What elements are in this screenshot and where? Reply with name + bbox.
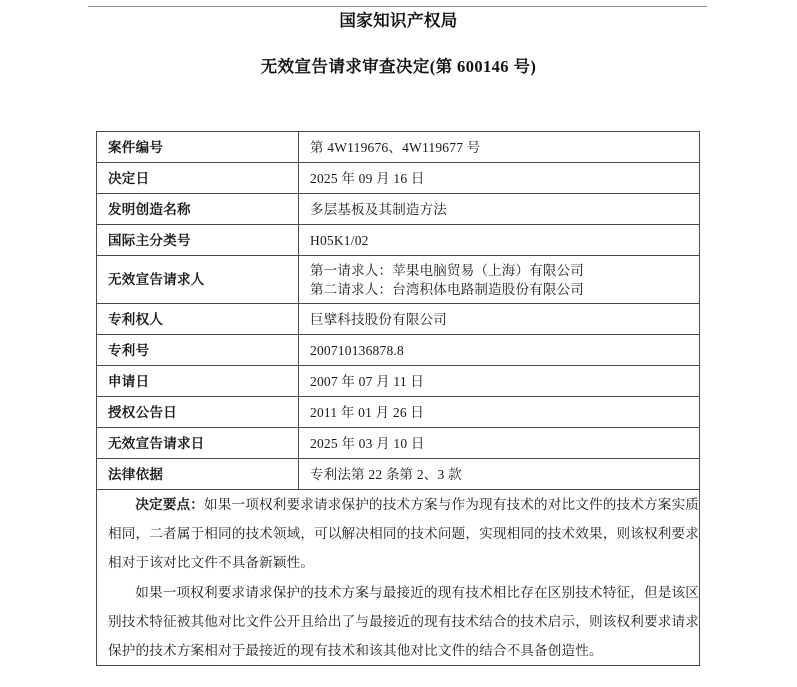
petitioner-first: 第一请求人：苹果电脑贸易（上海）有限公司 — [310, 263, 584, 278]
row-value-petitioners — [299, 256, 700, 304]
table-row — [97, 132, 700, 163]
table-row — [97, 194, 700, 225]
row-label-legal-basis: 法律依据 — [97, 459, 299, 490]
decision-title: 无效宣告请求审查决定(第 600146 号) — [260, 57, 537, 76]
decision-points-paragraph-1 — [108, 490, 699, 577]
row-label-invalidation-request-date: 无效宣告请求日 — [97, 428, 299, 459]
table-row-decision-points — [97, 490, 700, 666]
row-value-case-number: 第 4W119676、4W119677 号 — [299, 132, 700, 163]
row-value-patent-number: 200710136878.8 — [299, 335, 700, 366]
table-row — [97, 256, 700, 304]
decision-points-paragraph-2: 如果一项权利要求请求保护的技术方案与最接近的现有技术相比存在区别技术特征，但是该区别技术特征被其他对比文件公开且给出了与最接近的现有技术结合的技术启示，则该权利要求请求保护的技术方案相对于最接近的现有技术和该其他对比文件的结合不具备创造性。 — [108, 585, 699, 658]
row-label-invention-title: 发明创造名称 — [97, 194, 299, 225]
row-label-decision-date: 决定日 — [97, 163, 299, 194]
row-value-grant-date: 2011 年 01 月 26 日 — [299, 397, 700, 428]
table-row — [97, 397, 700, 428]
row-value-patentee: 巨擘科技股份有限公司 — [299, 304, 700, 335]
row-label-filing-date: 申请日 — [97, 366, 299, 397]
table-row — [97, 459, 700, 490]
decision-points-cell — [97, 490, 700, 666]
row-value-invalidation-request-date: 2025 年 03 月 10 日 — [299, 428, 700, 459]
agency-title: 国家知识产权局 — [339, 11, 458, 30]
row-label-patentee: 专利权人 — [97, 304, 299, 335]
table-row — [97, 428, 700, 459]
row-value-legal-basis: 专利法第 22 条第 2、3 款 — [299, 459, 700, 490]
case-info-table-container — [96, 131, 700, 666]
header-rule — [88, 6, 707, 7]
row-label-patent-number: 专利号 — [97, 335, 299, 366]
petitioner-second: 第二请求人：台湾积体电路制造股份有限公司 — [310, 282, 584, 297]
table-row — [97, 366, 700, 397]
row-label-case-number: 案件编号 — [97, 132, 299, 163]
decision-points-text-1: 如果一项权利要求请求保护的技术方案与作为现有技术的对比文件的技术方案实质相同，二者属于相同的技术领域，可以解决相同的技术问题，实现相同的技术效果，则该权利要求相对于该对比文件不具备新颖性。 — [108, 497, 699, 570]
case-info-table — [96, 131, 700, 666]
row-value-invention-title: 多层基板及其制造方法 — [299, 194, 700, 225]
row-value-ipc-class: H05K1/02 — [299, 225, 700, 256]
row-value-filing-date: 2007 年 07 月 11 日 — [299, 366, 700, 397]
table-row — [97, 304, 700, 335]
row-label-ipc-class: 国际主分类号 — [97, 225, 299, 256]
case-info-table-body — [97, 132, 700, 666]
decision-points-label: 决定要点： — [135, 497, 204, 512]
row-label-petitioners: 无效宣告请求人 — [97, 256, 299, 304]
table-row — [97, 225, 700, 256]
table-row — [97, 163, 700, 194]
table-row — [97, 335, 700, 366]
row-label-grant-date: 授权公告日 — [97, 397, 299, 428]
row-value-decision-date: 2025 年 09 月 16 日 — [299, 163, 700, 194]
